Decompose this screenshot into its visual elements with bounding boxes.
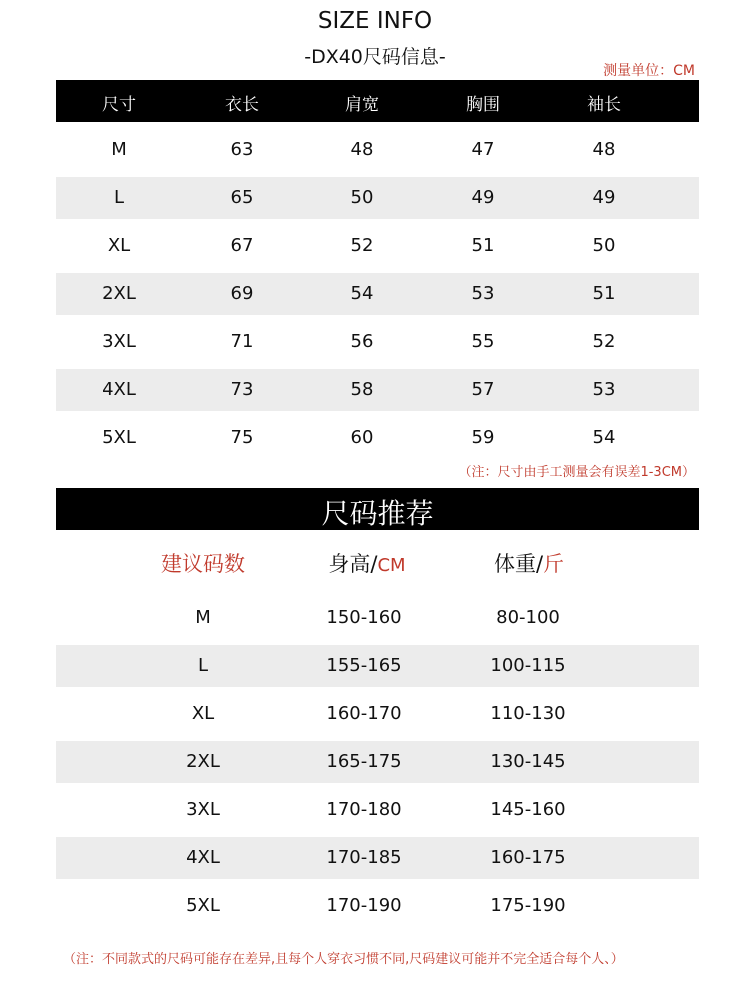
cell-size: XL [107, 235, 131, 256]
cell-chest: 57 [471, 379, 495, 400]
cell-shoulder: 60 [350, 427, 374, 448]
size-table-row [56, 177, 699, 219]
cell-shoulder: 52 [350, 235, 374, 256]
cell-weight: 130-145 [490, 751, 566, 772]
cell-shoulder: 50 [350, 187, 374, 208]
cell-chest: 51 [471, 235, 495, 256]
recommendation-footnote: （注：不同款式的尺码可能存在差异,且每个人穿衣习惯不同,尺码建议可能并不完全适合每个人、） [63, 952, 624, 967]
cell-size: M [195, 607, 211, 628]
cell-size: L [197, 655, 209, 676]
cell-length: 69 [230, 283, 254, 304]
size-table-header [56, 80, 699, 122]
cell-size: 2XL [186, 751, 220, 772]
cell-shoulder: 54 [350, 283, 374, 304]
cell-weight: 80-100 [496, 607, 560, 628]
cell-length: 67 [230, 235, 254, 256]
recommendation-row [56, 885, 699, 927]
cell-sleeve: 54 [592, 427, 616, 448]
cell-weight: 145-160 [490, 799, 566, 820]
cell-length: 71 [230, 331, 254, 352]
cell-height: 170-180 [326, 799, 402, 820]
recommendation-row [56, 693, 699, 735]
column-header-sleeve: 袖长 [587, 95, 621, 115]
size-table-row [56, 321, 699, 363]
cell-chest: 47 [471, 139, 495, 160]
weight-unit: 斤 [543, 552, 565, 576]
cell-chest: 49 [471, 187, 495, 208]
cell-size: M [111, 139, 127, 160]
cell-size: XL [191, 703, 215, 724]
cell-size: 3XL [186, 799, 220, 820]
cell-length: 63 [230, 139, 254, 160]
height-label: 身高/ [328, 552, 378, 576]
cell-shoulder: 48 [350, 139, 374, 160]
cell-size: 2XL [102, 283, 136, 304]
cell-sleeve: 52 [592, 331, 616, 352]
cell-weight: 110-130 [490, 703, 566, 724]
size-table-row [56, 417, 699, 459]
column-header-size: 尺寸 [102, 95, 136, 115]
recommendation-row [56, 789, 699, 831]
cell-size: 4XL [102, 379, 136, 400]
cell-height: 160-170 [326, 703, 402, 724]
size-table-row [56, 225, 699, 267]
cell-size: 5XL [102, 427, 136, 448]
cell-size: L [113, 187, 125, 208]
page-title: SIZE INFO [317, 8, 433, 34]
cell-size: 3XL [102, 331, 136, 352]
recommendation-banner [56, 488, 699, 530]
recommendation-row [56, 741, 699, 783]
cell-weight: 175-190 [490, 895, 566, 916]
size-table-row [56, 273, 699, 315]
cell-weight: 160-175 [490, 847, 566, 868]
rec-column-header-height [328, 548, 405, 578]
cell-sleeve: 49 [592, 187, 616, 208]
cell-length: 65 [230, 187, 254, 208]
column-header-length: 衣长 [225, 95, 259, 115]
cell-height: 150-160 [326, 607, 402, 628]
size-table-row [56, 369, 699, 411]
recommendation-row [56, 837, 699, 879]
cell-shoulder: 56 [350, 331, 374, 352]
cell-height: 165-175 [326, 751, 402, 772]
weight-label: 体重/ [493, 552, 544, 576]
unit-note: 测量单位：CM [603, 63, 695, 79]
cell-sleeve: 48 [592, 139, 616, 160]
height-unit: CM [377, 555, 406, 576]
cell-chest: 55 [471, 331, 495, 352]
page-subtitle: -DX40尺码信息- [304, 46, 446, 68]
size-table-footnote: （注：尺寸由手工测量会有误差1-3CM） [458, 465, 695, 480]
cell-height: 155-165 [326, 655, 402, 676]
column-header-shoulder: 肩宽 [345, 95, 379, 115]
recommendation-title: 尺码推荐 [321, 497, 434, 530]
cell-size: 5XL [186, 895, 220, 916]
cell-chest: 59 [471, 427, 495, 448]
cell-sleeve: 53 [592, 379, 616, 400]
column-header-chest: 胸围 [466, 95, 500, 115]
cell-length: 73 [230, 379, 254, 400]
recommendation-row [56, 645, 699, 687]
rec-column-header-weight [494, 548, 564, 578]
rec-column-header-size: 建议码数 [161, 552, 245, 576]
cell-shoulder: 58 [350, 379, 374, 400]
cell-height: 170-190 [326, 895, 402, 916]
cell-weight: 100-115 [490, 655, 566, 676]
cell-chest: 53 [471, 283, 495, 304]
recommendation-row [56, 597, 699, 639]
cell-sleeve: 50 [592, 235, 616, 256]
cell-length: 75 [230, 427, 254, 448]
size-table-row [56, 129, 699, 171]
cell-sleeve: 51 [592, 283, 616, 304]
cell-height: 170-185 [326, 847, 402, 868]
cell-size: 4XL [186, 847, 220, 868]
